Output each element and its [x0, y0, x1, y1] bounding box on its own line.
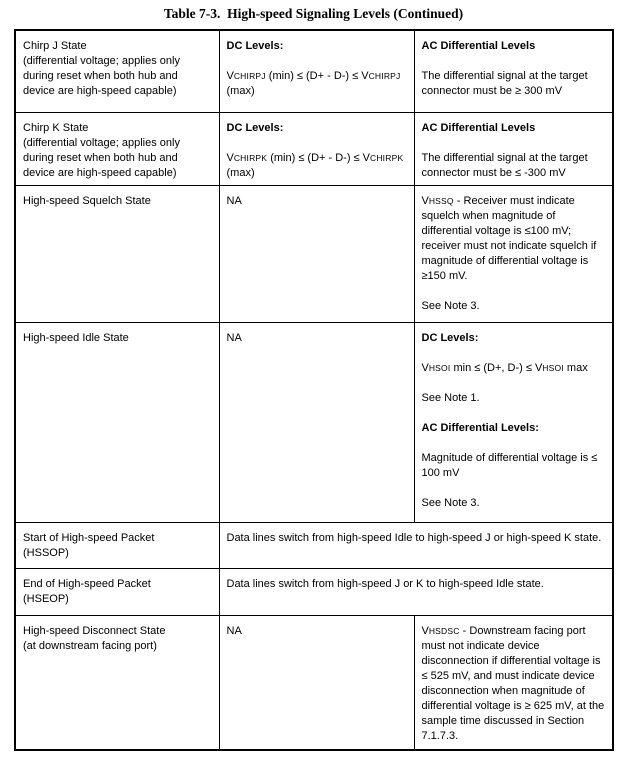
- subscript-text: CHIRPJ: [233, 71, 266, 81]
- table-cell: [219, 568, 613, 615]
- table-cell: [219, 615, 414, 750]
- cell-text: [227, 577, 606, 592]
- text-run: High-speed Squelch State: [23, 194, 151, 207]
- cell-text: [227, 624, 407, 639]
- table-cell: [219, 30, 414, 112]
- cell-text: [23, 331, 212, 346]
- table-cell: [15, 522, 219, 568]
- text-run: min ≤ (D+, D-) ≤: [450, 361, 535, 374]
- cell-text: [23, 624, 212, 639]
- cell-text: [422, 624, 606, 744]
- text-run: V: [534, 361, 543, 374]
- text-run: DC Levels:: [226, 40, 284, 52]
- text-run: (min) ≤ (D+ - D-) ≤: [265, 70, 362, 82]
- table-title: Table 7-3. High-speed Signaling Levels (Continued): [163, 6, 464, 21]
- cell-text: [227, 151, 407, 181]
- text-run: (differential voltage; applies only during reset when both hub and device are high-speed capable): [23, 136, 180, 179]
- cell-text: [23, 546, 212, 561]
- subscript-text: HSDSC: [428, 625, 460, 636]
- cell-text: [23, 531, 212, 546]
- table-row: [15, 522, 613, 568]
- table-row: [15, 30, 613, 112]
- subscript-text: HSSQ: [428, 195, 454, 206]
- text-run: - Receiver must indicate squelch when magnitude of differential voltage is ≤100 mV; receiver must not indicate squelch if magnitude of differential voltage is ≥150 mV.: [421, 194, 597, 282]
- subscript-text: CHIRPJ: [368, 71, 401, 81]
- cell-text: [422, 391, 606, 406]
- text-run: The differential signal at the target connector must be ≥ 300 mV: [421, 70, 588, 97]
- cell-heading: [422, 39, 606, 54]
- table-cell: [15, 615, 219, 750]
- text-run: Start of High-speed Packet: [23, 531, 155, 544]
- text-run: AC Differential Levels: [421, 40, 536, 52]
- cell-text: [23, 39, 212, 54]
- text-run: Chirp J State: [23, 40, 87, 52]
- subscript-text: CHIRPK: [233, 152, 268, 163]
- table-row: [15, 568, 613, 615]
- text-run: AC Differential Levels:: [421, 421, 539, 434]
- cell-text: [422, 69, 606, 99]
- table-cell: [219, 185, 414, 322]
- text-run: V: [421, 194, 429, 207]
- cell-text: [23, 121, 212, 136]
- text-run: AC Differential Levels: [421, 121, 536, 134]
- text-run: End of High-speed Packet: [23, 577, 151, 590]
- table-row: [15, 185, 613, 322]
- cell-text: [422, 299, 606, 314]
- text-run: NA: [226, 331, 242, 344]
- text-run: (max): [226, 166, 255, 179]
- text-run: High-speed Idle State: [23, 331, 129, 344]
- table-cell: [219, 522, 613, 568]
- table-cell: [15, 30, 219, 112]
- table-cell: [15, 185, 219, 322]
- text-run: V: [421, 624, 429, 637]
- cell-text: [227, 331, 407, 346]
- subscript-text: CHIRPK: [370, 152, 404, 163]
- cell-text: [23, 592, 212, 607]
- cell-heading: [227, 39, 407, 54]
- text-run: V: [226, 151, 234, 164]
- text-run: Magnitude of differential voltage is ≤ 100 mV: [421, 451, 598, 479]
- text-run: (HSSOP): [23, 546, 69, 559]
- text-run: V: [226, 70, 234, 82]
- subscript-text: HSOI: [542, 362, 564, 373]
- table-cell: [414, 615, 613, 750]
- cell-heading: [422, 421, 606, 436]
- text-run: Chirp K State: [23, 121, 89, 134]
- text-run: V: [361, 70, 369, 82]
- table-cell: [414, 322, 613, 522]
- cell-text: [422, 151, 606, 181]
- text-run: DC Levels:: [226, 121, 284, 134]
- text-run: (min) ≤ (D+ - D-) ≤: [267, 151, 363, 164]
- cell-text: [23, 194, 212, 209]
- cell-text: [23, 639, 212, 654]
- text-run: See Note 3.: [421, 496, 480, 509]
- text-run: (HSEOP): [23, 592, 69, 605]
- table-cell: [414, 112, 613, 185]
- text-run: V: [421, 361, 429, 374]
- cell-text: [227, 69, 407, 99]
- text-run: Data lines switch from high-speed J or K to high-speed Idle state.: [226, 577, 544, 590]
- cell-text: [23, 136, 212, 181]
- table-cell: [15, 112, 219, 185]
- text-run: - Downstream facing port must not indicate device disconnection if differential voltage is ≤ 525 mV, and must indicate device disconnection when magnitude of differential voltage is ≥ 625 mV, at the sample time discussed in Section 7.1.7.3.: [421, 624, 605, 742]
- text-run: Data lines switch from high-speed Idle to high-speed J or high-speed K state.: [226, 531, 602, 544]
- cell-text: [422, 361, 606, 376]
- cell-heading: [227, 121, 407, 136]
- cell-text: [227, 194, 407, 209]
- table-cell: [15, 568, 219, 615]
- text-run: max: [563, 361, 588, 374]
- cell-text: [422, 496, 606, 511]
- text-run: (differential voltage; applies only during reset when both hub and device are high-speed capable): [23, 55, 180, 97]
- text-run: V: [362, 151, 370, 164]
- cell-text: [23, 577, 212, 592]
- cell-heading: [422, 121, 606, 136]
- cell-text: [23, 54, 212, 99]
- table-cell: [15, 322, 219, 522]
- text-run: (at downstream facing port): [23, 639, 157, 652]
- table-cell: [414, 185, 613, 322]
- table-cell: [219, 112, 414, 185]
- text-run: See Note 3.: [421, 299, 480, 312]
- cell-text: [227, 531, 606, 546]
- signaling-table-body: [15, 30, 613, 750]
- cell-heading: [422, 331, 606, 346]
- text-run: DC Levels:: [421, 331, 479, 344]
- text-run: NA: [226, 624, 242, 637]
- text-run: (max): [226, 85, 255, 97]
- text-run: See Note 1.: [421, 391, 480, 404]
- table-cell: [414, 30, 613, 112]
- table-row: [15, 322, 613, 522]
- signaling-table: [14, 29, 614, 751]
- table-cell: [219, 322, 414, 522]
- text-run: The differential signal at the target connector must be ≤ -300 mV: [421, 151, 588, 179]
- text-run: NA: [226, 194, 242, 207]
- text-run: High-speed Disconnect State: [23, 624, 166, 637]
- cell-text: [422, 451, 606, 481]
- table-row: [15, 615, 613, 750]
- cell-text: [422, 194, 606, 284]
- subscript-text: HSOI: [428, 362, 451, 373]
- table-row: [15, 112, 613, 185]
